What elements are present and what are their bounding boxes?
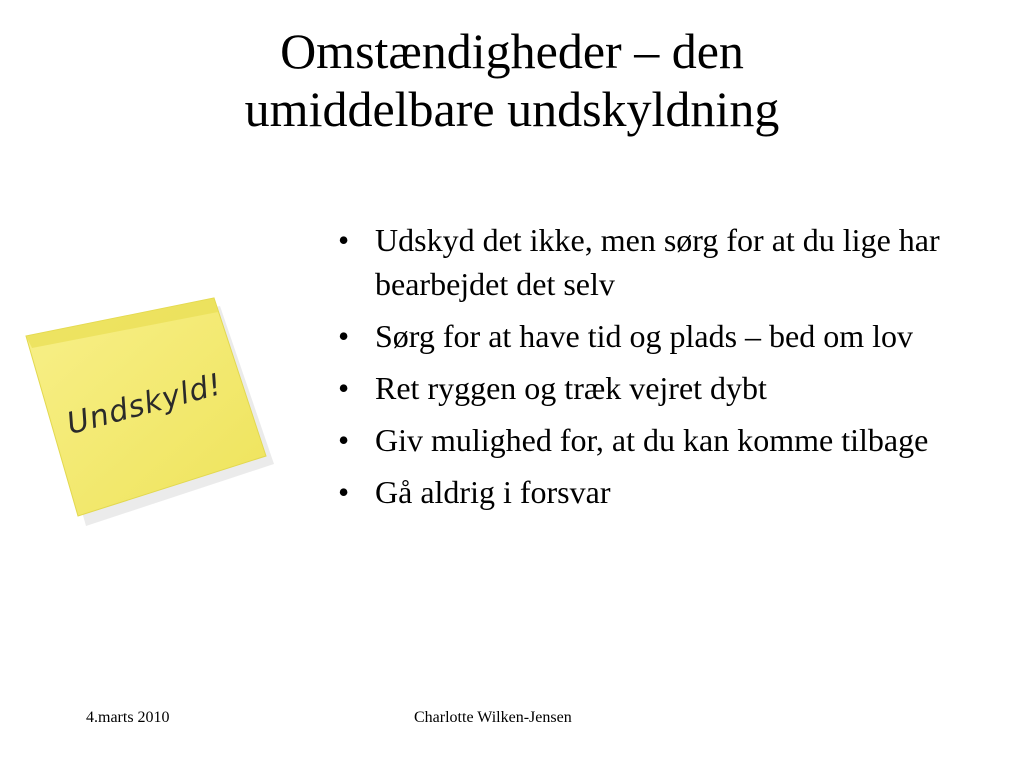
bullet-marker: • [338, 370, 350, 406]
bullet-marker: • [338, 422, 350, 458]
bullet-marker: • [338, 222, 350, 258]
sticky-note-handwriting: Undskyld! [63, 367, 227, 443]
bullet-text: Sørg for at have tid og plads – bed om lov [375, 318, 913, 354]
slide-title-line-2: umiddelbare undskyldning [244, 81, 780, 137]
list-item [330, 314, 1000, 358]
footer-author: Charlotte Wilken-Jensen [414, 709, 572, 726]
bullet-list [330, 218, 1000, 522]
bullet-marker: • [338, 474, 350, 510]
bullet-text: Ret ryggen og træk vejret dybt [375, 370, 767, 406]
slide-title [60, 22, 964, 138]
sticky-note-image [20, 290, 280, 530]
footer-date: 4.marts 2010 [86, 709, 170, 726]
list-item [330, 366, 1000, 410]
bullet-marker: • [338, 318, 350, 354]
slide-title-line-1: Omstændigheder – den [280, 23, 744, 79]
bullet-text: Giv mulighed for, at du kan komme tilbage [375, 422, 929, 458]
sticky-note-graphic [20, 290, 280, 530]
list-item [330, 218, 1000, 306]
bullet-text: Udskyd det ikke, men sørg for at du lige har bearbejdet det selv [375, 222, 940, 302]
list-item [330, 470, 1000, 514]
bullet-text: Gå aldrig i forsvar [375, 474, 611, 510]
list-item [330, 418, 1000, 462]
